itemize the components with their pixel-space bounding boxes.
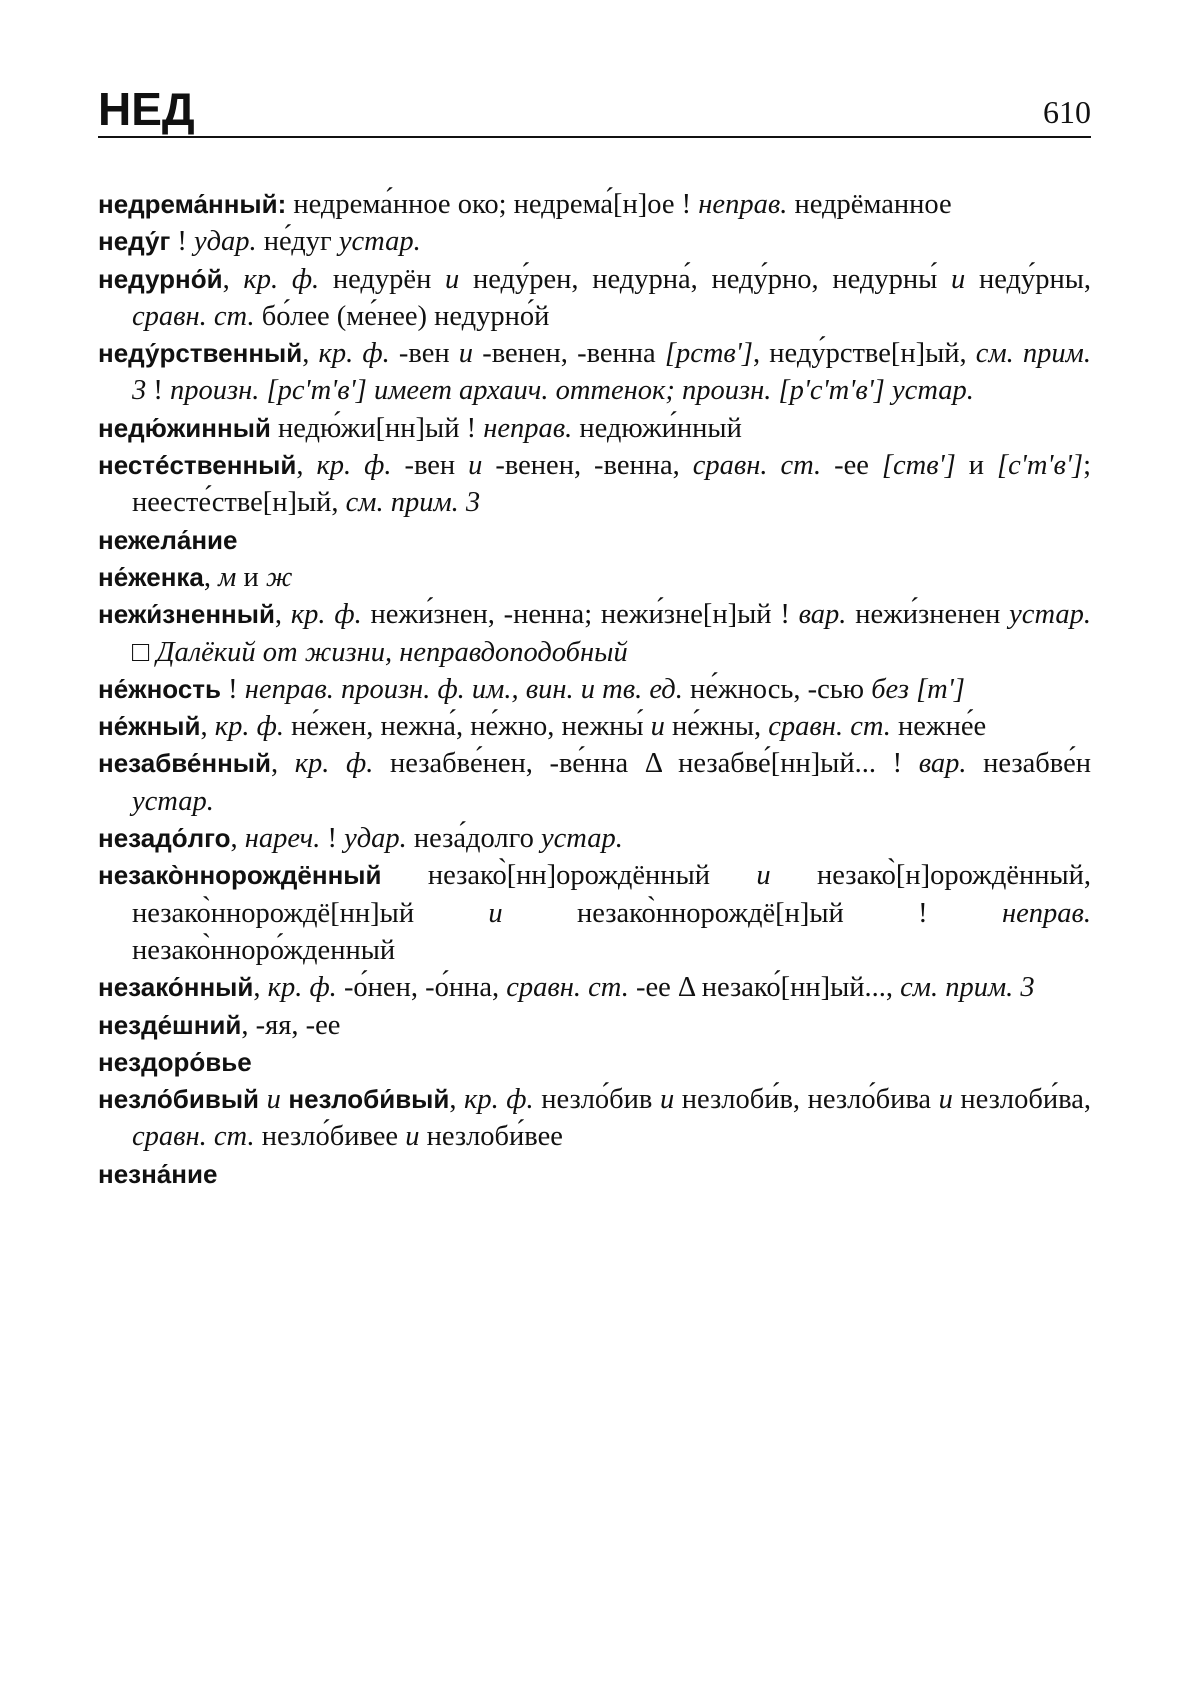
grammar-note: и: [659, 1084, 675, 1116]
dictionary-entry: [98, 1007, 1091, 1044]
entry-text: недрема́нное око; недрема́[н]ое !: [286, 189, 699, 220]
grammar-note: [с'т'в']: [997, 450, 1084, 482]
grammar-note: без [т']: [871, 673, 965, 705]
grammar-note: см. прим. 3: [132, 338, 1091, 407]
entry-text: ,: [302, 338, 319, 370]
grammar-note: м: [218, 561, 237, 593]
entry-text: не́жен, нежна́, не́жно, нежны́: [283, 711, 651, 743]
dictionary-entries: [98, 186, 1091, 1193]
headword: незде́шний: [98, 1009, 242, 1040]
grammar-note: кр. ф.: [243, 263, 320, 295]
headword: нежи́зненный: [98, 599, 275, 630]
grammar-note: и: [468, 450, 483, 482]
entry-text: незабве́нен, -ве́нна Δ незабве́[нн]ый... !: [373, 748, 919, 780]
grammar-note: удар.: [194, 226, 257, 258]
headword: незако́нный: [98, 972, 254, 1003]
entry-text: незако̀[нн]орождённый: [381, 860, 757, 892]
entry-text: бо́лее (ме́нее) недурно́й: [254, 300, 550, 332]
entry-text: не́жнось, -сью: [682, 673, 872, 705]
grammar-note: [ств']: [881, 450, 956, 482]
grammar-note: кр. ф.: [318, 338, 390, 370]
entry-text: незако̀ннорождё[н]ый !: [502, 897, 1002, 929]
entry-text: !: [146, 375, 170, 407]
entry-text: , -яя, -ее: [241, 1009, 341, 1041]
grammar-note: ж: [265, 561, 293, 593]
entry-text: ,: [230, 823, 245, 855]
dictionary-entry: [98, 1044, 1091, 1081]
symbol-marker: □: [132, 636, 157, 668]
guide-word: НЕД: [98, 83, 195, 135]
dictionary-entry: [98, 969, 1091, 1006]
grammar-note: неправ.: [698, 189, 788, 220]
entry-text: ,: [274, 599, 291, 631]
grammar-note: см. прим. 3: [345, 487, 481, 519]
headword: незако̀ннорождённый: [98, 860, 382, 891]
entry-text: неду́рен, недурна́, неду́рно, недурны́: [459, 263, 951, 295]
dictionary-entry: [98, 708, 1091, 745]
entry-text: недю́жи[нн]ый !: [270, 412, 484, 444]
entry-text: не́жны,: [664, 711, 769, 743]
dictionary-entry: [98, 186, 1091, 223]
entry-text: ,: [200, 711, 215, 743]
dictionary-entry: [98, 671, 1091, 708]
entry-text: ,: [222, 263, 244, 295]
grammar-note: устар.: [338, 226, 421, 258]
dictionary-entry: [98, 261, 1091, 336]
dictionary-entry: [98, 857, 1091, 969]
grammar-note: неправ.: [1001, 897, 1091, 929]
entry-text: !: [170, 226, 195, 258]
entry-text: незако̀[н]орождённый, незако̀ннорождё[нн]ый: [132, 860, 1092, 929]
entry-text: незако̀ннoро́жденный: [132, 934, 396, 966]
entry-text: ,: [449, 1084, 465, 1116]
grammar-note: кр. ф.: [294, 748, 374, 780]
grammar-note: и: [938, 1084, 953, 1116]
entry-text: нежи́зненен: [846, 599, 1010, 631]
grammar-note: сравн. ст.: [132, 300, 255, 332]
entry-text: и: [236, 561, 266, 593]
entry-text: ; неесте́стве[н]ый,: [132, 450, 1091, 519]
grammar-note: [рств']: [664, 338, 753, 370]
entry-text: -о́нен, -о́нна,: [336, 972, 507, 1004]
dictionary-entry: [98, 223, 1091, 260]
headword: нестéственный: [98, 450, 297, 481]
entry-text: -ее Δ незако́[нн]ый...,: [628, 972, 901, 1004]
grammar-note: кр. ф.: [290, 599, 362, 631]
entry-text: нежне́е: [890, 711, 987, 743]
grammar-note: и: [266, 1084, 281, 1116]
entry-text: -венен, -венна,: [482, 450, 693, 482]
grammar-note: и: [756, 860, 771, 892]
entry-text: незлоби́в, незло́бива: [674, 1084, 939, 1116]
grammar-note: сравн. ст.: [506, 972, 629, 1004]
headword: незло́бивый: [98, 1084, 260, 1115]
grammar-note: нареч.: [244, 823, 321, 855]
entry-text: незлоби́ва,: [952, 1084, 1091, 1116]
dictionary-entry: [98, 559, 1091, 596]
grammar-note: и: [951, 263, 966, 295]
entry-text: ,: [270, 748, 295, 780]
entry-text: незлоби́вее: [419, 1121, 563, 1153]
dictionary-entry: [98, 335, 1091, 410]
headword: нежела́ние: [98, 524, 238, 555]
entry-text: ,: [203, 561, 219, 593]
grammar-note: и: [458, 338, 474, 370]
entry-text: -вен: [391, 450, 469, 482]
dictionary-entry: [98, 522, 1091, 559]
entry-text: незло́бив: [533, 1084, 660, 1116]
grammar-note: устар.: [132, 785, 214, 817]
entry-text: недрёманное: [787, 189, 952, 220]
grammar-note: кр. ф.: [316, 450, 392, 482]
dictionary-entry: [98, 1081, 1091, 1156]
entry-text: неза́долго: [406, 823, 541, 855]
grammar-note: неправ. произн. ф. им., вин. и тв. ед.: [244, 673, 683, 705]
entry-text: недурён: [319, 263, 446, 295]
entry-text: !: [320, 823, 345, 855]
entry-text: [259, 1084, 267, 1115]
page-header: [98, 72, 1091, 138]
headword: незлоби́вый: [288, 1084, 450, 1115]
entry-text: не́дуг: [256, 226, 339, 258]
grammar-note: вар.: [798, 599, 847, 631]
grammar-note: устар.: [1009, 599, 1091, 631]
headword: недю́жинный: [98, 412, 271, 443]
headword: недурно́й: [98, 263, 223, 294]
headword: не́жность: [98, 673, 222, 704]
entry-text: неду́рны,: [965, 263, 1092, 295]
headword: неду́г: [98, 226, 171, 257]
grammar-note: см. прим. 3: [900, 972, 1035, 1004]
entry-text: незабве́н: [966, 748, 1091, 780]
entry-text: и: [955, 450, 997, 482]
dictionary-entry: [98, 410, 1091, 447]
entry-text: -ее: [821, 450, 882, 482]
grammar-note: и: [445, 263, 460, 295]
entry-text: незло́бивее: [254, 1121, 406, 1153]
grammar-note: и: [488, 897, 503, 929]
grammar-note: кр. ф.: [464, 1084, 534, 1116]
entry-text: недюжи́нный: [572, 412, 742, 444]
dictionary-entry: [98, 447, 1091, 522]
headword: нездоро́вье: [98, 1046, 252, 1077]
grammar-note: кр. ф.: [214, 711, 284, 743]
entry-text: нежи́знен, -ненна; нежи́зне[н]ый !: [361, 599, 799, 631]
entry-text: !: [221, 673, 245, 705]
headword: неду́рственный: [98, 338, 303, 369]
grammar-note: сравн. ст.: [132, 1121, 255, 1153]
grammar-note: удар.: [344, 823, 407, 855]
headword: незабве́нный: [98, 748, 271, 779]
grammar-note: устар.: [540, 823, 623, 855]
entry-text: , неду́рстве[н]ый,: [753, 338, 976, 370]
entry-text: ,: [296, 450, 317, 482]
headword: не́жный: [98, 711, 201, 742]
grammar-note: вар.: [918, 748, 967, 780]
dictionary-page: [98, 72, 1091, 1193]
dictionary-entry: [98, 596, 1091, 671]
grammar-note: произн. [рс'т'в'] имеет архаич. оттенок; произн. [р'с'т'в'] устар.: [170, 375, 974, 407]
page-number: 610: [1043, 94, 1091, 130]
grammar-note: и: [405, 1121, 420, 1153]
headword: незадо́лго: [98, 823, 231, 854]
grammar-note: неправ.: [483, 412, 573, 444]
grammar-note: и: [650, 711, 665, 743]
grammar-note: Далёкий от жизни, неправдоподобный: [156, 636, 628, 668]
dictionary-entry: [98, 1156, 1091, 1193]
headword: незна́ние: [98, 1158, 218, 1189]
dictionary-entry: [98, 745, 1091, 820]
entry-text: -венен, -венна: [473, 338, 665, 370]
headword: не́женка: [98, 561, 204, 592]
entry-text: ,: [253, 972, 268, 1004]
headword: недрема́нный:: [98, 189, 287, 219]
grammar-note: сравн. ст.: [692, 450, 822, 482]
grammar-note: кр. ф.: [267, 972, 337, 1004]
entry-text: -вен: [389, 338, 459, 370]
grammar-note: сравн. ст.: [768, 711, 891, 743]
dictionary-entry: [98, 820, 1091, 857]
